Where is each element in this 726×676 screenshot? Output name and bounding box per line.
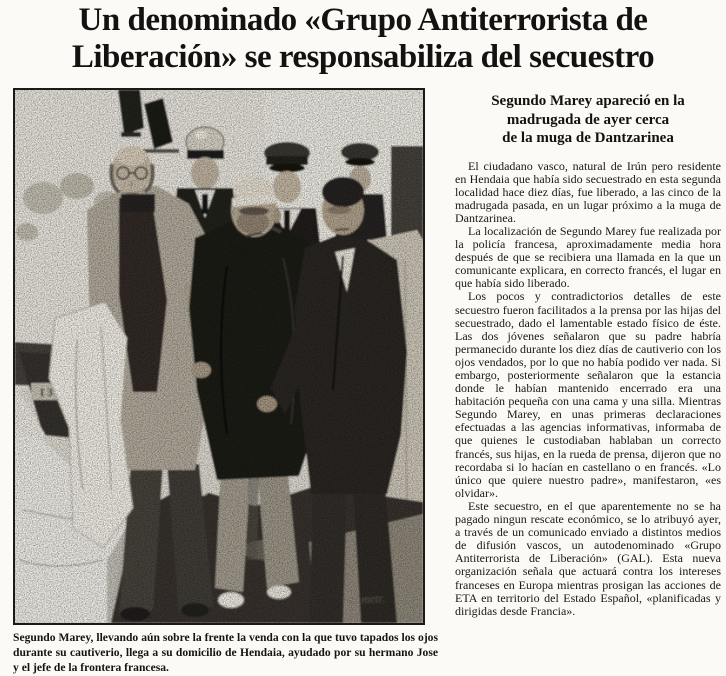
article-paragraph: La localización de Segundo Marey fue realizada por la policía francesa, aproximadamente media hora después de que se recibiera una llamada en la que un comunicante explicara, en correcto francés, el lugar en que había sido liberado. — [455, 223, 721, 291]
subhead-line: de la muga de Dantzarinea — [502, 130, 674, 146]
article-column — [455, 90, 721, 618]
press-photo-illustration — [15, 90, 423, 623]
photo-caption: Segundo Marey, llevando aún sobre la frente la venda con la que tuvo tapados los ojos durante su cautiverio, llega a su domicilio de Hendaia, ayudado por su hermano Jose y el jefe de la frontera francesa. — [13, 631, 438, 674]
headline — [0, 2, 726, 76]
article-paragraph: Este secuestro, en el que aparentemente no se ha pagado ningun rescate económico, se lo atribuyó ayer, a través de un comunicado enviado a distintos medios de difusión vascos, un autodenominado «Grupo Antiterrorista de Liberación» (GAL). Esta nueva organización señala que actuará contra los intereses franceses en Europa mientras prosigan las acciones de ETA en territorio del Estado Español, «planificadas y dirigidas desde Francia». — [455, 498, 721, 618]
subhead-line: Segundo Marey apareció en la — [491, 93, 685, 109]
photo-grain-overlay — [15, 90, 423, 623]
press-photo — [13, 88, 425, 625]
headline-line2: Liberación» se responsabiliza del secuestro — [71, 39, 655, 75]
article-paragraph: El ciudadano vasco, natural de Irún pero residente en Hendaia que había sido secuestrado en esta segunda localidad hace diez días, fue liberado, a las cinco de la madrugada pasada, en un lugar próximo a la muga de Dantzarinea. — [455, 158, 721, 225]
article-paragraph: Los pocos y contradictorios detalles de este secuestro fueron facilitados a la prensa por las hijas del secuestrado, dado el lamentable estado físico de éste. Las dos jóvenes señalaron que su padre habría permanecido durante los diez días de cautiverio con los ojos vendados, por lo que no había podido ver nada. Si embargo, posteriormente señalaron que la estancia donde le habían mantenido encerrado era una habitación pequeña con una cama y una silla. Mientras Segundo Marey, en unas primeras declaraciones efectuadas a las agencias informativas, informaba de que quienes le custodiaban hablaban un correcto francés, sus hijas, en la rueda de prensa, dijeron que no recordaba si lo hacían en castellano o en francés. «Lo único que quiere nuestro padre», manifestaron, «es olvidar». — [455, 289, 721, 500]
headline-line1: Un denominado «Grupo Antiterrorista de — [78, 2, 648, 38]
photo-frame — [13, 88, 425, 625]
subhead-line: madrugada de ayer cerca — [506, 111, 670, 128]
article-subhead — [455, 92, 721, 148]
